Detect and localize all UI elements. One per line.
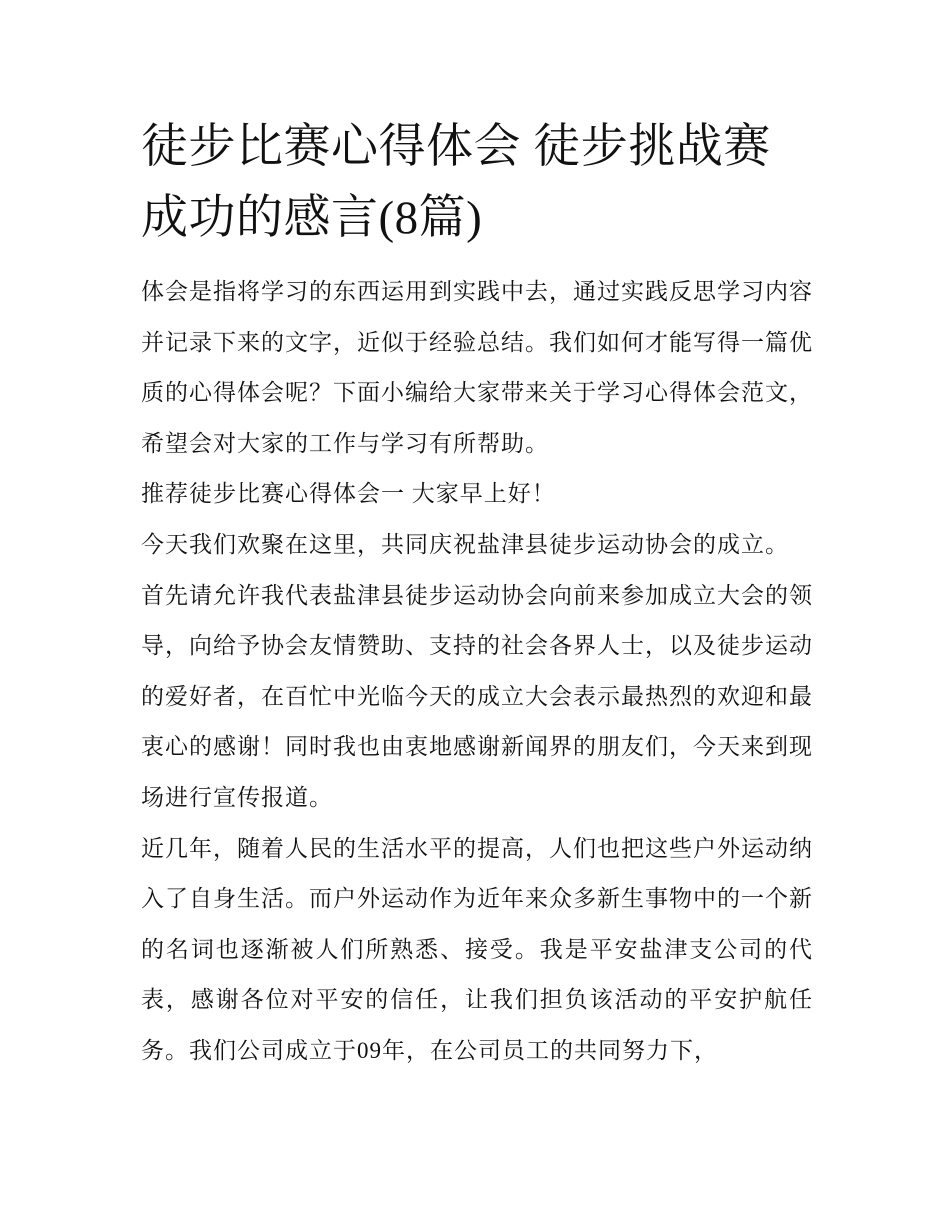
paragraph-intro: 体会是指将学习的东西运用到实践中去，通过实践反思学习内容并记录下来的文字，近似于经验总结。我们如何才能写得一篇优质的心得体会呢？下面小编给大家带来关于学习心得体会范文，希望会对大家的工作与学习有所帮助。 [141, 279, 813, 456]
paragraph-section-heading: 推荐徒步比赛心得体会一 大家早上好！ [141, 481, 556, 507]
document-title: 徒步比赛心得体会 徒步挑战赛成功的感言(8篇) [141, 121, 771, 244]
document-content [141, 112, 813, 1077]
paragraph-gathering: 今天我们欢聚在这里，共同庆祝盐津县徒步运动协会的成立。 [141, 531, 789, 557]
paragraph-outdoor: 近几年，随着人民的生活水平的提高，人们也把这些户外运动纳入了自身生活。而户外运动作为近年来众多新生事物中的一个新的名词也逐渐被人们所熟悉、接受。我是平安盐津支公司的代表，感谢各位对平安的信任，让我们担负该活动的平安护航任务。我们公司成立于09年，在公司员工的共同努力下， [141, 835, 813, 1063]
document-body [141, 267, 813, 1077]
paragraph-thanks: 首先请允许我代表盐津县徒步运动协会向前来参加成立大会的领导，向给予协会友情赞助、支持的社会各界人士，以及徒步运动的爱好者，在百忙中光临今天的成立大会表示最热烈的欢迎和最衷心的感谢！同时我也由衷地感谢新闻界的朋友们，今天来到现场进行宣传报道。 [141, 582, 813, 810]
